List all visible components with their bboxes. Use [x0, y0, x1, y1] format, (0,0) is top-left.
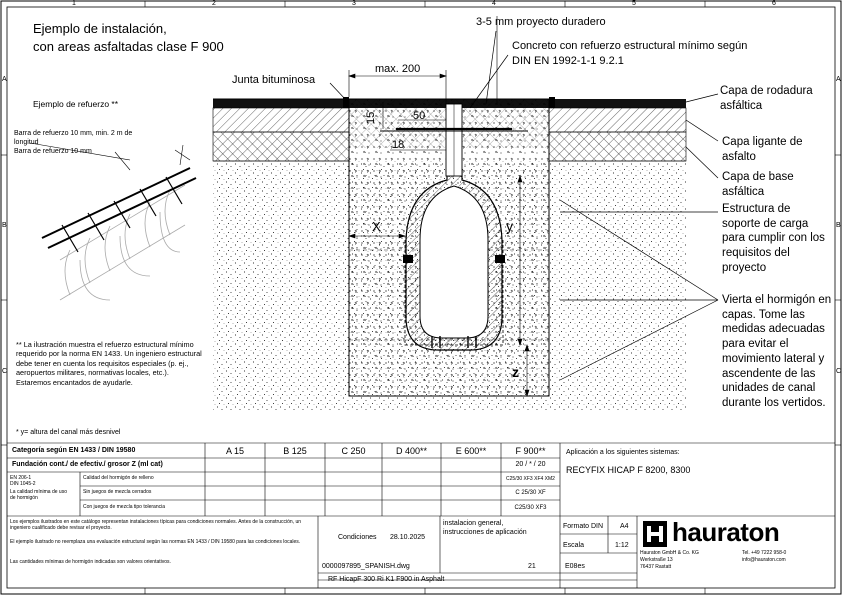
norm-label-2: DIN 1045-2 [10, 481, 36, 487]
grid-col-1: 1 [72, 0, 76, 7]
rebar-label-1-line2: longitud [14, 139, 39, 146]
desc-line2: instrucciones de aplicación [443, 529, 527, 536]
rebar-label-2: Barra de refuerzo 10 mm [14, 148, 92, 155]
address-line3: 76437 Rastatt [640, 564, 672, 570]
address-line2: Werkstraße 13 [640, 557, 673, 563]
legal-text-1: Los ejemplos ilustrados en este catálogo representan instalaciones típicas para condiciones normales. Antes de la construcción, un ingeniero cualificado debe revisar el proyecto. [10, 519, 302, 531]
conditions-label: Condiciones [338, 534, 377, 541]
val-c: C25/30 XF3 [514, 505, 547, 511]
drawing-title-line1: Ejemplo de instalación, [33, 21, 167, 36]
date: 28.10.2025 [390, 534, 426, 541]
val-b: C 25/30 XF [515, 490, 546, 496]
class-c250: C 250 [341, 446, 366, 456]
asphalt-binder-course [213, 108, 349, 132]
dim-x-label: X [372, 219, 381, 234]
concrete-note-line1: Concreto con refuerzo estructural mínimo según [512, 40, 748, 52]
grid-col-6: 6 [772, 0, 776, 7]
grid-col-3: 3 [352, 0, 356, 7]
dim-top-label: 3-5 mm proyecto duradero [476, 16, 606, 28]
grid-col-2: 2 [212, 0, 216, 7]
page-number: 21 [528, 563, 536, 570]
grid-row-b: B [2, 222, 7, 229]
hauraton-logo-text: hauraton [672, 517, 780, 547]
grid-col-5: 5 [632, 0, 636, 7]
rebar-label-1-line1: Barra de refuerzo 10 mm, min. 2 m de [14, 130, 133, 137]
application-systems: RECYFIX HICAP F 8200, 8300 [566, 465, 691, 475]
dim-50-label: 50 [413, 110, 426, 122]
reinforcement-title: Ejemplo de refuerzo ** [33, 99, 119, 109]
legal-text-3: Las cantidades mínimas de hormigón indicadas son valores orientativos. [10, 559, 171, 565]
file-name: 0000097895_SPANISH.dwg [322, 563, 410, 570]
grid-row-c: C [2, 368, 8, 375]
dim-18-label: 18 [392, 139, 405, 151]
grid-row-a-right: A [836, 76, 841, 83]
grid-row-a: A [2, 76, 7, 83]
hauraton-logo-mark [643, 521, 667, 547]
class-a15: A 15 [225, 446, 245, 456]
scale-label: Escala [563, 542, 585, 549]
class-d400: D 400** [395, 446, 428, 456]
scale-value: 1:12 [615, 542, 629, 549]
drawing-title-line2: con areas asfaltadas clase F 900 [33, 39, 224, 54]
asphalt-base-course [213, 132, 349, 161]
product-line: RF HicapF 300 Ri K1 F900 in Asphalt [328, 576, 445, 583]
reinforcement-sketch [30, 143, 196, 300]
class-b125: B 125 [283, 446, 307, 456]
foundation-f900: 20 / * / 20 [515, 461, 546, 468]
address-line1: Hauraton GmbH & Co. KG [640, 550, 699, 556]
joint-label: Junta bituminosa [232, 74, 316, 86]
language-code: E08es [565, 563, 585, 570]
layer-wearing-course: Capa de rodadura asfáltica [720, 85, 813, 112]
norm-label-4: de hormigón [10, 495, 38, 501]
grid-col-4: 4 [492, 0, 496, 7]
format-value: A4 [620, 523, 629, 530]
val-a: C25/30 XF3 XF4 XM2 [506, 476, 555, 482]
layer-base-course: Capa de base asfáltica [722, 171, 794, 198]
row-foundation-label: Fundación cont./ de efectiv./ grosor Z (ml cat) [12, 461, 163, 468]
dim-max-label: max. 200 [375, 63, 421, 75]
channel-interior [420, 186, 488, 338]
table-header-label: Categoría según EN 1433 / DIN 19580 [12, 447, 136, 454]
concrete-pour-note: Vierta el hormigón en capas. Tome las medidas adecuadas para evitar el movimiento lateral y ascendente de las unidades de canal durante los vertidos. [722, 294, 832, 410]
legal-text-2: El ejemplo ilustrado no reemplaza una evaluación estructural según las normas EN 1433 / DIN 19580 para las condiciones locales. [10, 539, 301, 545]
norm-label-3: La calidad mínima de uso [10, 489, 67, 495]
concrete-note-line2: DIN EN 1992-1-1 9.2.1 [512, 55, 624, 67]
desc-line1: instalacion general, [443, 520, 504, 527]
grid-row-b-right: B [836, 222, 841, 229]
application-label: Aplicación a los siguientes sistemas: [566, 449, 680, 456]
dim-z-label: z [512, 364, 519, 380]
norm-label-1: EN 206-1 [10, 475, 32, 481]
layer-binder-course: Capa ligante de asfalto [722, 136, 803, 163]
phone: Tel. +49 7222 958-0 [742, 550, 787, 556]
layer-load-support: Estructura de soporte de carga para cumplir con los requisitos del proyecto [722, 203, 825, 274]
row-a-label: Calidad del hormigón de relleno [83, 475, 154, 481]
email: info@hauraton.com [742, 557, 786, 563]
class-f900: F 900** [515, 446, 546, 456]
dim-y-label: y [506, 218, 513, 234]
format-label: Formato DIN [563, 523, 604, 530]
row-c-label: Con juegos de mezcla tipo tolerancia [83, 504, 165, 510]
footnote-y: * y= altura del canal más desnivel [16, 429, 121, 436]
footnote-reinforcement: ** La ilustración muestra el refuerzo estructural mínimo requerido por la norma EN 1433. Un ingeniero estructural debe tener en cuenta los requisitos especiales (p. ej., aeropuertos militares, normativas locales, etc.). Estaremos encantados de ayudarle. [16, 340, 202, 387]
dim-15-label: 15 [365, 111, 377, 124]
class-e600: E 600** [455, 446, 487, 456]
grid-row-c-right: C [836, 368, 842, 375]
row-b-label: Sin juegos de mezcla cerrados [83, 489, 152, 495]
cross-section [213, 97, 686, 411]
